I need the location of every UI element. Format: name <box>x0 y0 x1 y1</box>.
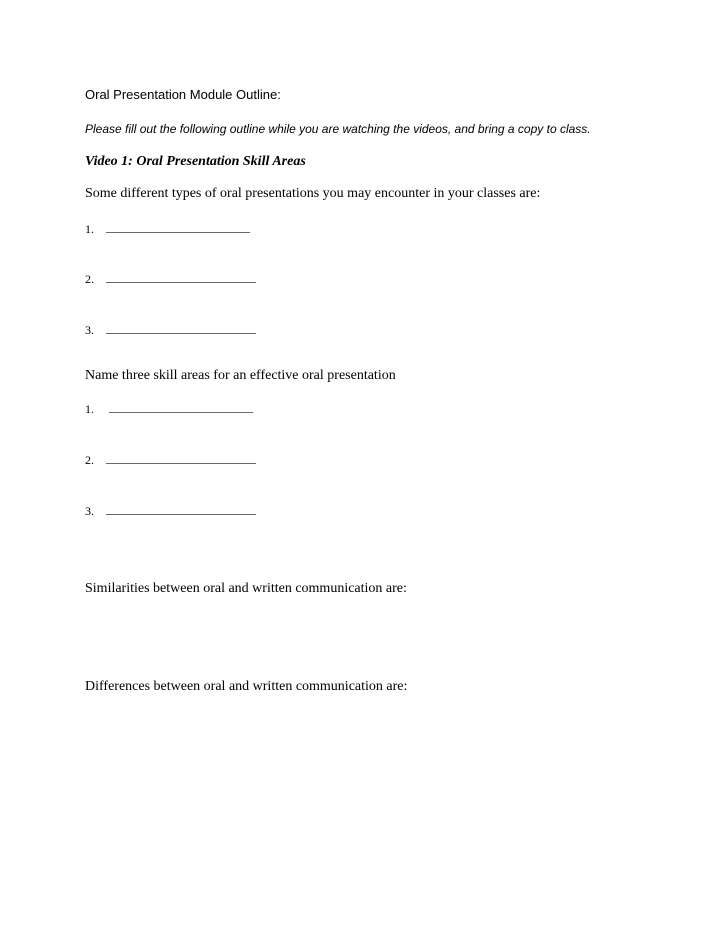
list-item <box>85 502 94 520</box>
fill-in-blank[interactable]: _________________________ <box>106 321 256 335</box>
list-item <box>85 270 94 288</box>
fill-in-blank[interactable]: _________________________ <box>106 270 256 284</box>
fill-in-blank[interactable]: ________________________ <box>106 220 250 234</box>
item-number: 1. <box>85 222 94 236</box>
list-item <box>85 220 94 238</box>
list-item <box>85 451 94 469</box>
item-number: 2. <box>85 453 94 467</box>
fill-in-blank[interactable]: _________________________ <box>106 502 256 516</box>
section1-prompt: Some different types of oral presentations you may encounter in your classes are: <box>85 186 541 201</box>
item-number: 3. <box>85 504 94 518</box>
differences-prompt: Differences between oral and written communication are: <box>85 679 408 694</box>
list-item <box>85 321 94 339</box>
item-number: 1. <box>85 402 94 416</box>
section2-prompt: Name three skill areas for an effective oral presentation <box>85 368 396 383</box>
list-item <box>85 400 94 418</box>
fill-in-blank[interactable]: ________________________ <box>109 400 253 414</box>
item-number: 2. <box>85 272 94 286</box>
similarities-prompt: Similarities between oral and written communication are: <box>85 581 407 596</box>
video-title: Video 1: Oral Presentation Skill Areas <box>85 154 306 169</box>
item-number: 3. <box>85 323 94 337</box>
instruction-text: Please fill out the following outline while you are watching the videos, and bring a copy to class. <box>85 122 591 136</box>
page-heading: Oral Presentation Module Outline: <box>85 87 281 102</box>
fill-in-blank[interactable]: _________________________ <box>106 451 256 465</box>
